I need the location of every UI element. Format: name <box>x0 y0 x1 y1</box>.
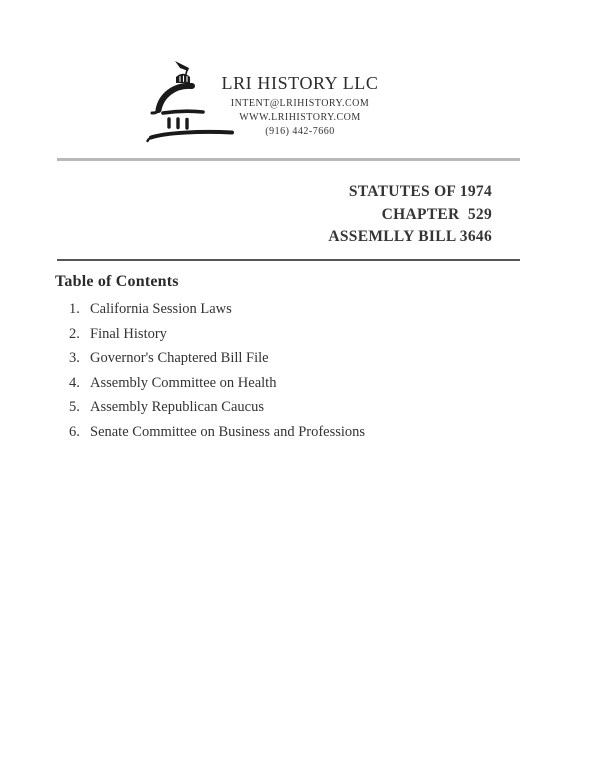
horizontal-rule-bottom <box>57 259 520 261</box>
toc-item-label: Assembly Committee on Health <box>90 374 277 391</box>
toc-item <box>69 420 365 445</box>
company-phone: (916) 442-7660 <box>265 126 335 137</box>
toc-title: Table of Contents <box>55 273 179 290</box>
statutes-line: STATUTES OF 1974 <box>348 183 492 200</box>
toc-item-number: 4. <box>69 374 80 391</box>
chapter-line: CHAPTER 529 <box>381 205 492 223</box>
assembly-bill-line: ASSEMLLY BILL 3646 <box>328 228 492 245</box>
toc-item <box>69 371 365 396</box>
toc-item-number: 1. <box>69 301 80 317</box>
company-name: LRI HISTORY LLC <box>221 73 379 93</box>
toc-item-number: 6. <box>69 423 80 440</box>
toc-item-label: California Session Laws <box>90 301 232 317</box>
toc-item <box>69 322 365 347</box>
company-email: INTENT@LRIHISTORY.COM <box>230 98 370 109</box>
statute-reference-block <box>328 181 492 249</box>
toc-item-number: 2. <box>69 325 80 342</box>
toc-item-number: 3. <box>69 350 80 367</box>
toc-item-label: Assembly Republican Caucus <box>90 399 264 416</box>
company-website: WWW.LRIHISTORY.COM <box>239 112 361 123</box>
toc-item-label: Final History <box>90 325 167 342</box>
toc-item-label: Governor's Chaptered Bill File <box>90 350 269 367</box>
toc-item <box>69 346 365 371</box>
toc-item-number: 5. <box>69 399 80 416</box>
toc-item <box>69 297 365 322</box>
toc-list <box>69 297 365 445</box>
toc-item-label: Senate Committee on Business and Professions <box>90 423 366 440</box>
horizontal-rule-top <box>57 158 520 161</box>
toc-item <box>69 395 365 420</box>
